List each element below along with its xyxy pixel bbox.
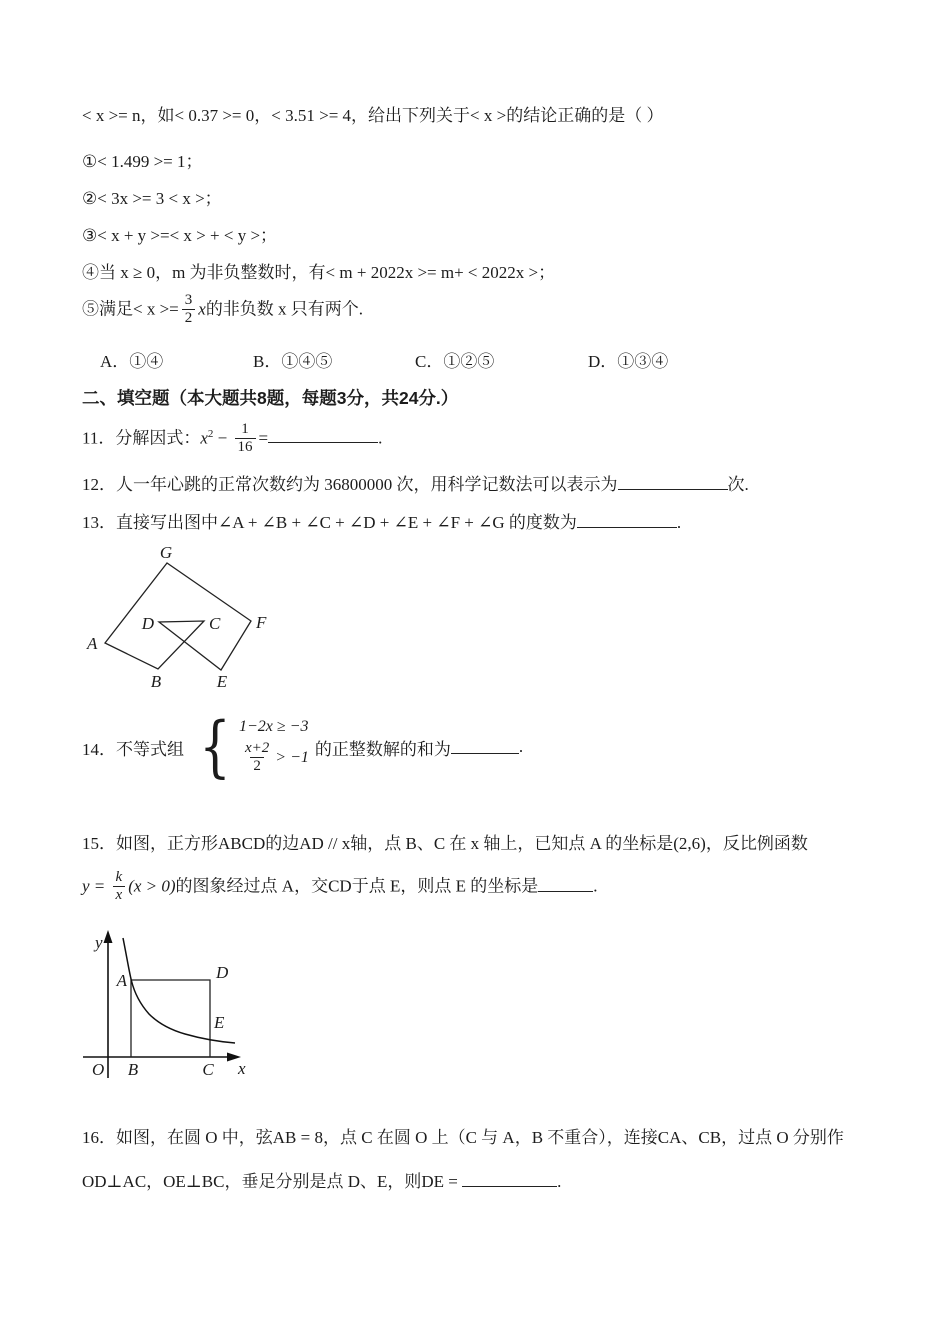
vertex-label-C: C [209,614,221,633]
q12-pre: 12．人一年心跳的正常次数约为 36800000 次，用科学记数法可以表示为 [82,475,618,494]
q10-statement-3: ③< x + y >=< x > + < y >； [82,226,278,245]
q14-pre: 14．不等式组 [82,739,184,759]
section-2-title: 二、填空题（本大题共8题，每题3分，共24分.） [82,387,459,408]
q11-end: . [378,428,383,448]
q10-statement-5 [82,293,880,329]
question-11 [82,422,880,458]
exponent-2: 2 [207,427,214,440]
answer-blank [268,429,378,443]
origin-label-O: O [92,1059,105,1079]
q10-statement-5-post: 的非负数 x 只有两个. [205,299,364,319]
y-axis-arrow [104,930,113,943]
option-b: B．①④⑤ [253,351,333,371]
vertex-label-E: E [216,672,228,691]
q16-pre: OD⊥AC，OE⊥BC，垂足分别是点 D、E，则DE = [82,1171,463,1191]
answer-blank [462,1173,557,1187]
fraction-3-2: $\frac{3}{2}$ [182,292,196,328]
question-15-line-1: 15．如图，正方形ABCD的边AD // x轴，点 B、C 在 x 轴上，已知点 A 的坐标是(2,6)，反比例函数 [82,834,808,853]
fraction-x2-2: $\frac{x+2}{2}$ [245,739,270,774]
left-brace: { [199,708,231,786]
q14-post: 的正整数解的和为 [314,739,451,759]
q13-pre: 13．直接写出图中∠A + ∠B + ∠C + ∠D + ∠E + ∠F + ∠G 的度数为 [82,513,577,532]
question-15-line-2 [82,870,880,906]
coordinate-figure [75,928,285,1093]
question-13 [82,511,880,535]
option-a: A．①④ [100,351,164,371]
q15-condition: (x > 0) [128,876,176,896]
polygon-outline [105,563,251,670]
axis-label-y: y [95,932,103,952]
point-label-B: B [127,1059,139,1079]
inequality-2 [239,741,309,777]
vertex-label-D: D [141,614,154,633]
q13-end: . [676,513,682,532]
q15-end: . [593,876,598,896]
option-c: C．①②⑤ [415,351,495,371]
question-16-line-1: 16．如图，在圆 O 中，弦AB = 8，点 C 在圆 O 上（C 与 A，B 不重合），连接CA、CB，过点 O 分别作 [82,1127,844,1147]
q12-end: 次. [727,475,749,494]
answer-blank [618,476,728,490]
answer-blank [451,740,519,754]
vertex-label-G: G [159,545,173,562]
q11-pre: 11．分解因式： [82,428,201,448]
point-label-E: E [214,1012,225,1032]
question-12 [82,473,880,497]
q15-formula-y-eq: y = [82,876,110,896]
answer-blank [577,514,677,528]
q14-end: . [518,737,524,756]
question-14 [82,704,880,790]
q16-end: . [557,1171,562,1191]
point-label-A: A [116,970,127,990]
q15-post: 的图象经过点 A，交CD于点 E，则点 E 的坐标是 [175,876,539,896]
q10-statement-5-pre: ⑤满足< x >= [82,299,179,319]
q10-statement-4: ④当 x ≥ 0，m 为非负整数时，有< m + 2022x >= m+ < 2022x >； [82,263,556,282]
inequality-2-rest: > −1 [275,749,309,767]
vertex-label-F: F [256,613,267,632]
fraction-1-16: $\frac{1}{16}$ [235,421,256,457]
question-16-line-2 [82,1170,880,1194]
variable-x: x [198,299,206,319]
figure-15-hyperbola [75,928,880,1098]
equals-sign: = [258,428,269,448]
axis-label-x: x [238,1058,246,1078]
inequality-system [194,708,309,786]
q10-intro: < x >= n，如< 0.37 >= 0，< 3.51 >= 4，给出下列关于< x >的结论正确的是（ ） [82,106,664,125]
figure-13-polygon [82,545,880,702]
option-d: D．①③④ [588,351,669,371]
square-ABCD [131,980,210,1057]
minus-sign: − [213,428,232,448]
polygon-figure [82,545,312,697]
q10-statement-1: ①< 1.499 >= 1； [82,152,203,171]
variable-x: x [200,428,208,448]
inequality-1: 1−2x ≥ −3 [239,717,309,735]
q10-options-row [82,347,880,372]
answer-blank [538,878,593,892]
vertex-label-A: A [87,634,98,653]
point-label-C: C [202,1059,214,1079]
fraction-k-x: $\frac{k}{x}$ [113,869,126,905]
point-label-D: D [216,962,229,982]
vertex-label-B: B [150,672,162,691]
q10-statement-2: ②< 3x >= 3 < x >； [82,189,222,208]
